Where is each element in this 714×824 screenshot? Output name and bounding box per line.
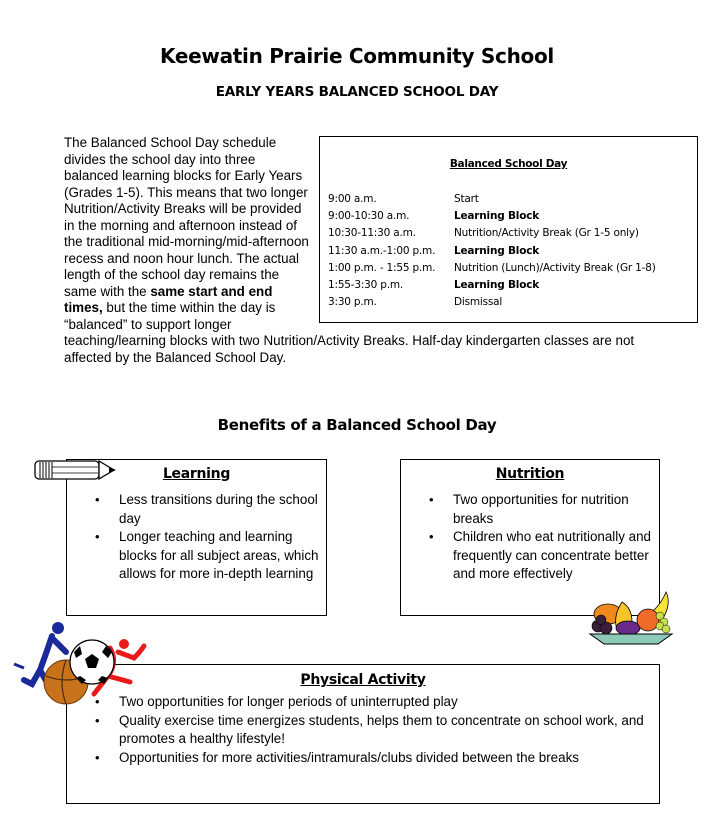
schedule-time: 11:30 a.m.-1:00 p.m. — [328, 244, 436, 257]
learning-title: Learning — [162, 466, 231, 482]
schedule-row — [328, 262, 656, 279]
page-subtitle: EARLY YEARS BALANCED SCHOOL DAY — [215, 84, 499, 100]
schedule-table — [328, 193, 656, 313]
schedule-row — [328, 210, 656, 227]
schedule-activity: Nutrition (Lunch)/Activity Break (Gr 1-8) — [454, 261, 656, 274]
schedule-time: 1:55-3:30 p.m. — [328, 278, 404, 291]
nutrition-list — [401, 491, 659, 584]
list-item: • Longer teaching and learning blocks for all subject areas, which allows for more in-depth learning — [67, 528, 326, 584]
schedule-time: 9:00-10:30 a.m. — [328, 210, 410, 223]
page-title: Keewatin Prairie Community School — [160, 44, 554, 68]
schedule-time: 3:30 p.m. — [328, 296, 377, 309]
schedule-row — [328, 193, 656, 210]
schedule-time: 10:30-11:30 a.m. — [328, 227, 416, 240]
list-item: • Quality exercise time energizes students, helps them to concentrate on school work, and promotes a healthy lifestyle! — [67, 712, 659, 749]
intro-text-2: but the time within the day is “balanced” to support longer teaching/learning blocks with two Nutrition/Activity Breaks. Half-day kindergarten classes are not affected by the Balanced School Day. — [64, 300, 635, 365]
pencil-icon — [34, 458, 118, 482]
schedule-activity: Learning Block — [454, 210, 540, 223]
schedule-activity: Start — [454, 193, 479, 205]
learning-list — [67, 491, 326, 584]
learning-box — [66, 459, 327, 616]
fruit-bowl-icon — [588, 590, 676, 648]
list-item: • Opportunities for more activities/intramurals/clubs divided between the breaks — [67, 749, 659, 768]
schedule-row — [328, 296, 656, 313]
schedule-activity: Learning Block — [454, 278, 540, 291]
physical-activity-title: Physical Activity — [300, 672, 426, 688]
schedule-row — [328, 279, 656, 296]
schedule-box — [319, 136, 698, 323]
sports-icon — [6, 618, 156, 708]
schedule-time: 9:00 a.m. — [328, 193, 377, 205]
list-item: • Two opportunities for nutrition breaks — [401, 491, 659, 528]
schedule-activity: Nutrition/Activity Break (Gr 1-5 only) — [454, 227, 639, 240]
list-item: • Children who eat nutritionally and frequently can concentrate better and more effectively — [401, 528, 659, 584]
schedule-row — [328, 227, 656, 244]
list-item: • Two opportunities for longer periods of uninterrupted play — [67, 693, 659, 712]
intro-text-1: The Balanced School Day schedule divides the school day into three balanced learning blocks for Early Years (Grades 1-5). This means that two longer Nutrition/Activity Breaks will be provided in the morning and afternoon instead of the traditional mid-morning/mid-afternoon recess and noon hour lunch. The actual length of the school day remains the same with the — [64, 135, 309, 299]
schedule-time: 1:00 p.m. - 1:55 p.m. — [328, 261, 436, 274]
list-item: • Less transitions during the school day — [67, 491, 326, 528]
schedule-row — [328, 245, 656, 262]
benefits-heading: Benefits of a Balanced School Day — [217, 416, 497, 434]
schedule-activity: Learning Block — [454, 244, 540, 257]
intro-text-bold: same start and end times, — [64, 283, 273, 315]
schedule-activity: Dismissal — [454, 296, 503, 309]
schedule-title: Balanced School Day — [449, 158, 568, 170]
nutrition-title: Nutrition — [495, 466, 565, 482]
